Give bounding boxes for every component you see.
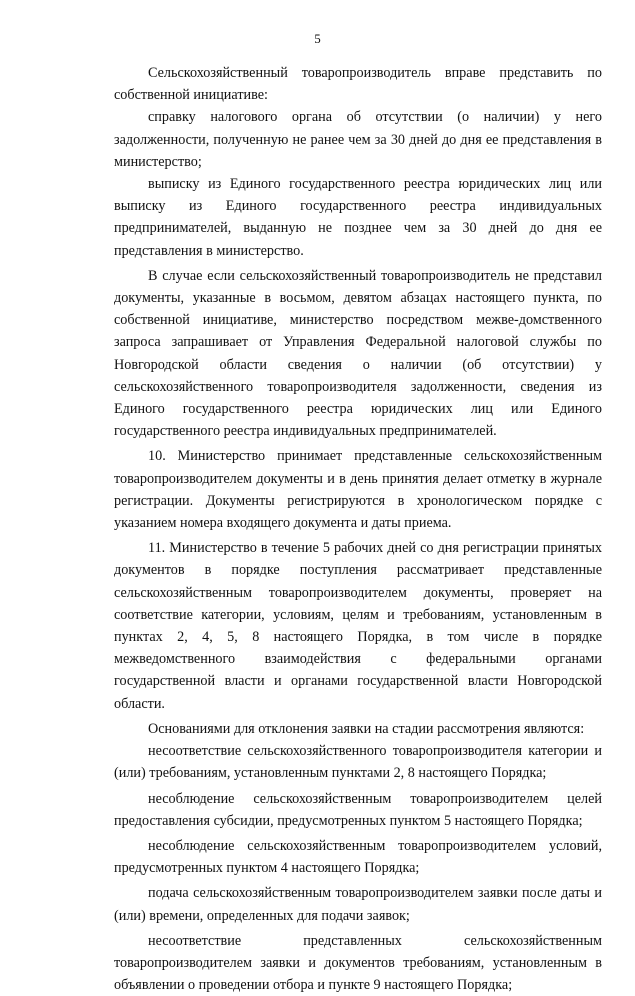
document-body xyxy=(114,62,602,996)
paragraph-ground-goals: несоблюдение сельскохозяйственным товаропроизводителем целей предоставления субсидии, предусмотренных пунктом 5 настоящего Порядка; xyxy=(114,790,602,829)
paragraph-initiative-intro: Сельскохозяйственный товаропроизводитель вправе представить по собственной инициативе: xyxy=(114,65,602,104)
paragraph-ground-category: несоответствие сельскохозяйственного товаропроизводителя категории и (или) требованиям, установленным пунктами 2, 8 настоящего Порядка; xyxy=(114,743,602,782)
paragraph-ground-late-submission: подача сельскохозяйственным товаропроизводителем заявки после даты и (или) времени, определенных для подачи заявок; xyxy=(114,885,602,924)
paragraph-item-10: 10. Министерство принимает представленные сельскохозяйственным товаропроизводителем документы и в день принятия делает отметку в журнале регистрации. Документы регистрируются в хронологическом порядке с указанием номера входящего документа и даты приема. xyxy=(114,448,602,532)
paragraph-ground-conditions: несоблюдение сельскохозяйственным товаропроизводителем условий, предусмотренных пунктом 4 настоящего Порядка; xyxy=(114,837,602,877)
paragraph-item-11: 11. Министерство в течение 5 рабочих дней со дня регистрации принятых документов в порядке поступления рассматривает представленные сельскохозяйственным товаропроизводителем документы, проверяет на соответствие категории, условиям, целям и требованиям, установленным в пунктах 2, 4, 5, 8 настоящего Порядка, в том числе в порядке межведомственного взаимодействия с федеральными органами государственной власти и органами государственной власти Новгородской области. xyxy=(114,540,602,712)
page-number: 5 xyxy=(314,31,321,46)
paragraph-ground-document-mismatch: несоответствие представленных сельскохозяйственным товаропроизводителем заявки и документов требованиям, установленным в объявлении о проведении отбора и пункте 9 настоящего Порядка; xyxy=(114,932,602,994)
paragraph-tax-certificate: справку налогового органа об отсутствии (о наличии) у него задолженности, полученную не ранее чем за 30 дней до дня ее представления в министерство; xyxy=(114,109,602,170)
paragraph-rejection-grounds: Основаниями для отклонения заявки на стадии рассмотрения являются: xyxy=(148,720,585,737)
paragraph-interagency-request: В случае если сельскохозяйственный товаропроизводитель не представил документы, указанные в восьмом, девятом абзацах настоящего пункта, по собственной инициативе, министерство посредством межве-домственного запроса запрашивает от Управления Федеральной налоговой службы по Новгородской области сведения о наличии (об отсутствии) у сельскохозяйственного товаропроизводителя задолженности, сведения из Единого государственного реестра юридических лиц или Единого государственного реестра индивидуальных предпринимателей. xyxy=(114,267,602,440)
paragraph-registry-extract: выписку из Единого государственного реестра юридических лиц или выписку из Единого государственного реестра индивидуальных предпринимателей, выданную не позднее чем за 30 дней до дня ее представления в министерство. xyxy=(114,176,602,259)
